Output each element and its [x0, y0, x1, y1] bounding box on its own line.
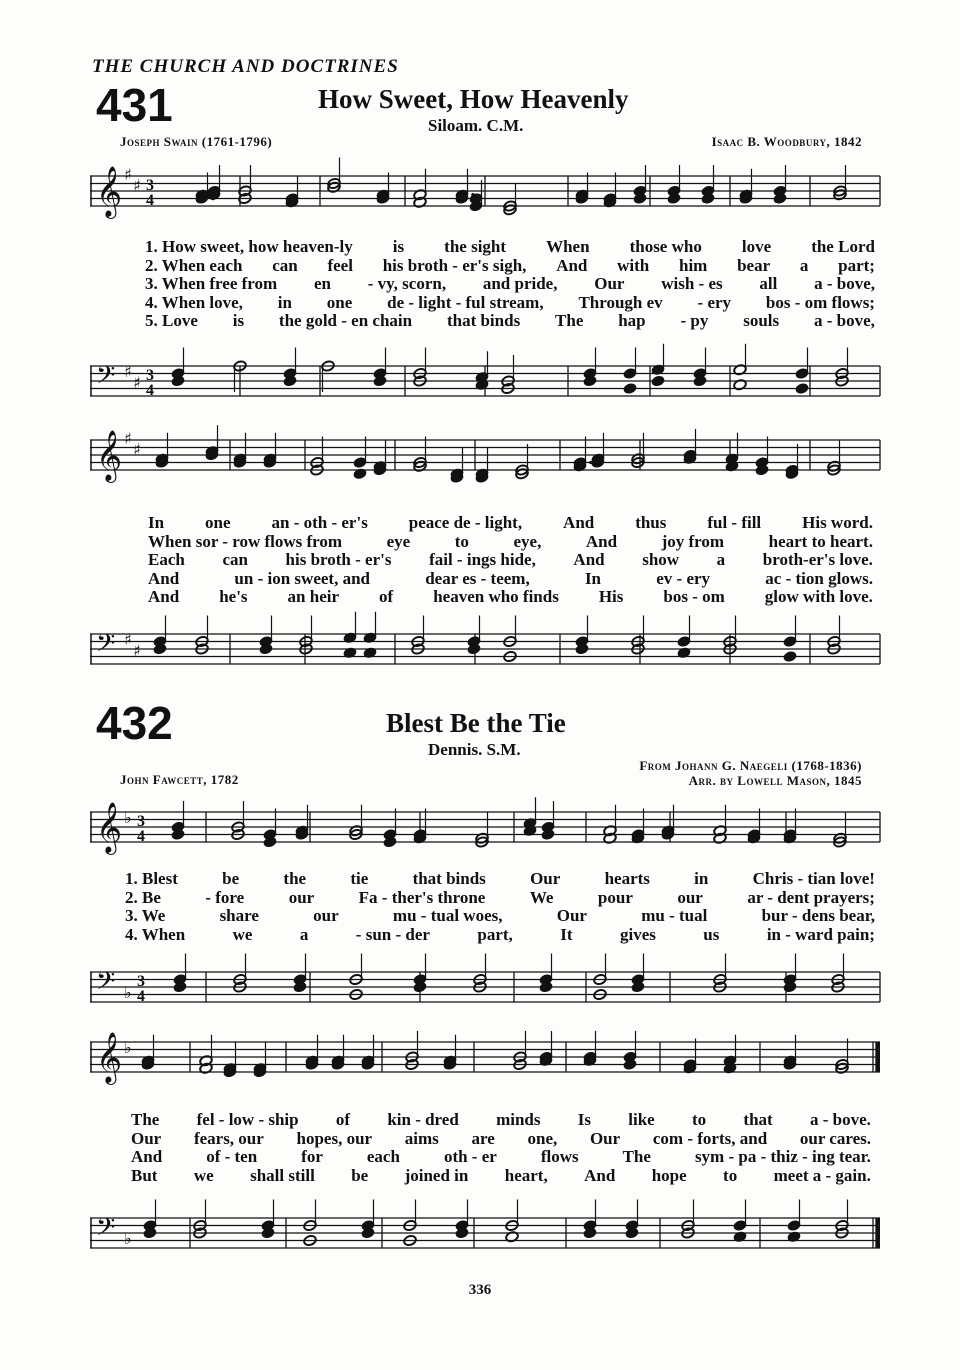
- bass-clef-icon: 𝄢: [96, 1213, 116, 1248]
- lyric-syllable: His word.: [802, 513, 873, 532]
- sharp-icon: ♯: [124, 165, 132, 184]
- lyric-syllable: a - bove,: [814, 274, 875, 293]
- arranger-credit-432: Arr. by Lowell Mason, 1845: [688, 773, 862, 788]
- lyric-line: [125, 870, 875, 889]
- sharp-icon: ♯: [133, 440, 141, 459]
- lyric-syllable: the sight: [444, 237, 507, 256]
- lyric-line: [145, 275, 875, 294]
- treble-staff: [90, 160, 890, 230]
- lyric-syllable: hopes, our: [296, 1128, 373, 1148]
- lyric-syllable: to: [691, 1110, 707, 1129]
- lyric-syllable: hope: [651, 1165, 687, 1185]
- lyric-syllable: like: [628, 1110, 655, 1129]
- lyric-syllable: meet a - gain.: [773, 1165, 871, 1185]
- sharp-icon: ♯: [124, 429, 132, 448]
- lyric-line: [145, 257, 875, 276]
- lyric-syllable: kin - dred: [387, 1110, 459, 1129]
- flat-icon: ♭: [124, 808, 132, 827]
- bass-staff: [90, 1196, 890, 1282]
- lyrics-block: [145, 238, 875, 331]
- lyric-syllable: 4. When: [125, 924, 186, 944]
- lyric-line: [145, 294, 875, 313]
- lyric-syllable: tie: [350, 869, 369, 888]
- lyric-syllable: all: [759, 274, 778, 293]
- bass-clef-icon: 𝄢: [96, 967, 116, 1002]
- lyric-syllable: be: [351, 1165, 369, 1185]
- lyric-line: [125, 889, 875, 908]
- lyric-syllable: And: [131, 1147, 163, 1166]
- lyric-syllable: 2. Be: [125, 887, 161, 907]
- lyric-syllable: eye: [386, 531, 411, 551]
- lyric-syllable: we: [193, 1165, 214, 1185]
- lyrics-block: [148, 514, 873, 607]
- lyric-syllable: he's: [219, 587, 248, 606]
- lyric-syllable: But: [131, 1165, 158, 1185]
- lyric-syllable: heart to heart.: [768, 531, 873, 551]
- lyric-syllable: one: [205, 513, 231, 532]
- lyric-syllable: de - light - ful stream,: [387, 292, 544, 312]
- lyric-syllable: en: [313, 274, 331, 293]
- lyric-syllable: his broth - er's: [285, 550, 392, 569]
- lyric-syllable: of - ten: [206, 1147, 258, 1166]
- lyric-syllable: pour: [597, 887, 633, 907]
- lyric-syllable: The: [622, 1147, 651, 1166]
- lyric-line: [145, 238, 875, 257]
- bass-clef-icon: 𝄢: [96, 629, 116, 664]
- lyric-syllable: com - forts, and: [652, 1128, 768, 1148]
- lyric-syllable: ful - fill: [707, 513, 762, 532]
- time-signature: 4: [146, 192, 154, 209]
- lyric-syllable: we: [232, 924, 253, 944]
- sharp-icon: ♯: [133, 373, 141, 392]
- treble-clef-icon: 𝄞: [96, 802, 123, 853]
- lyric-syllable: - sun - der: [355, 924, 430, 944]
- lyric-syllable: the Lord: [811, 237, 875, 256]
- lyric-syllable: thus: [635, 513, 667, 532]
- lyric-syllable: can: [222, 550, 248, 569]
- lyrics-block: [125, 870, 875, 944]
- lyric-syllable: ac - tion glows.: [765, 568, 873, 588]
- lyric-syllable: heaven who finds: [433, 587, 559, 606]
- sharp-icon: ♯: [124, 362, 132, 381]
- lyric-syllable: bur - dens bear,: [761, 906, 875, 925]
- lyric-syllable: And: [573, 550, 605, 569]
- lyric-syllable: flows: [540, 1147, 579, 1166]
- lyric-line: [131, 1148, 871, 1167]
- lyric-syllable: un - ion sweet, and: [234, 568, 370, 588]
- lyric-syllable: a - bove.: [809, 1110, 871, 1129]
- lyric-syllable: Our: [594, 274, 625, 293]
- flat-icon: ♭: [124, 983, 132, 1002]
- lyric-line: [131, 1111, 871, 1130]
- lyric-syllable: peace de - light,: [408, 513, 523, 532]
- time-signature: 3: [137, 813, 145, 830]
- lyric-syllable: our: [677, 887, 703, 907]
- section-heading: THE CHURCH AND DOCTRINES: [92, 56, 399, 77]
- lyric-syllable: joined in: [404, 1165, 469, 1185]
- lyric-syllable: 4. When love,: [145, 292, 243, 312]
- lyric-syllable: We: [529, 887, 554, 907]
- lyric-syllable: minds: [496, 1110, 541, 1129]
- lyric-syllable: glow with love.: [764, 587, 873, 606]
- hymn-number-431: 431: [96, 79, 173, 131]
- bass-clef-icon: 𝄢: [96, 361, 116, 396]
- lyric-syllable: him: [679, 255, 708, 275]
- lyric-syllable: - ery: [697, 292, 732, 312]
- bass-staff: [90, 610, 890, 690]
- lyric-syllable: in - ward pain;: [766, 924, 875, 944]
- lyric-syllable: our: [288, 887, 315, 907]
- lyric-syllable: shall still: [250, 1165, 315, 1185]
- lyric-syllable: for: [301, 1147, 323, 1166]
- treble-staff: [90, 798, 890, 868]
- lyric-syllable: - vy, scorn,: [367, 274, 447, 293]
- lyric-syllable: show: [642, 550, 680, 569]
- lyric-syllable: Is: [577, 1110, 591, 1129]
- time-signature: 4: [137, 828, 145, 845]
- author-credit-432: John Fawcett, 1782: [120, 772, 239, 787]
- lyric-syllable: be: [222, 869, 240, 888]
- lyric-syllable: oth - er: [443, 1147, 497, 1166]
- lyric-syllable: When: [546, 237, 590, 256]
- lyric-syllable: of: [379, 587, 394, 606]
- lyric-syllable: eye,: [513, 531, 542, 551]
- composer-credit-431: Isaac B. Woodbury, 1842: [711, 134, 862, 149]
- lyric-line: [125, 907, 875, 926]
- time-signature: 4: [137, 988, 145, 1005]
- lyric-line: [148, 514, 873, 533]
- time-signature: 3: [137, 973, 145, 990]
- tune-name-431: Siloam. C.M.: [428, 116, 524, 135]
- lyric-syllable: bear: [737, 255, 771, 275]
- lyric-syllable: Each: [148, 550, 185, 569]
- lyric-syllable: Our: [589, 1128, 621, 1148]
- lyric-syllable: fears, our: [193, 1128, 264, 1148]
- lyric-syllable: his broth - er's sigh,: [382, 255, 527, 275]
- treble-clef-icon: 𝄞: [96, 166, 123, 217]
- time-signature: 3: [146, 367, 154, 384]
- lyric-syllable: sym - pa - thiz - ing tear.: [694, 1147, 871, 1166]
- lyric-syllable: fel - low - ship: [196, 1110, 299, 1129]
- lyric-syllable: ar - dent prayers;: [747, 887, 875, 907]
- sharp-icon: ♯: [124, 630, 132, 649]
- treble-staff: [90, 1028, 890, 1108]
- lyric-syllable: 2. When each: [145, 255, 243, 275]
- lyric-line: [131, 1167, 871, 1186]
- time-signature: 4: [146, 382, 154, 399]
- lyric-syllable: joy from: [661, 531, 725, 551]
- author-credit-431: Joseph Swain (1761-1796): [120, 134, 273, 149]
- lyric-syllable: - fore: [205, 887, 245, 907]
- lyric-syllable: heart,: [504, 1165, 548, 1185]
- lyric-syllable: and pride,: [482, 274, 558, 293]
- lyrics-block: [131, 1111, 871, 1185]
- lyric-syllable: can: [272, 255, 298, 275]
- lyric-syllable: It: [560, 924, 573, 944]
- treble-clef-icon: 𝄞: [96, 1032, 123, 1083]
- lyric-syllable: an - oth - er's: [271, 513, 368, 532]
- sharp-icon: ♯: [133, 641, 141, 660]
- lyric-syllable: The: [131, 1110, 160, 1129]
- lyric-syllable: to: [454, 531, 469, 551]
- hymn-title-431: How Sweet, How Heavenly: [318, 84, 629, 114]
- lyric-syllable: is: [392, 237, 405, 256]
- lyric-syllable: mu - tual: [641, 906, 708, 925]
- lyric-syllable: to: [723, 1165, 738, 1185]
- lyric-syllable: the gold - en chain: [278, 311, 413, 330]
- lyric-syllable: Chris - tian love!: [752, 869, 875, 888]
- lyric-syllable: those who: [629, 237, 702, 256]
- lyric-syllable: And: [148, 568, 180, 588]
- lyric-syllable: Our: [530, 869, 561, 888]
- lyric-syllable: dear es - teem,: [425, 568, 530, 588]
- lyric-syllable: In: [148, 513, 165, 532]
- lyric-syllable: bos - om flows;: [765, 292, 875, 312]
- bass-staff: [90, 948, 890, 1028]
- lyric-syllable: 5. Love: [145, 311, 198, 330]
- bass-staff: [90, 338, 890, 428]
- lyric-syllable: that binds: [412, 869, 486, 888]
- lyric-syllable: a: [716, 550, 726, 569]
- lyric-syllable: our cares.: [799, 1128, 871, 1148]
- treble-clef-icon: 𝄞: [96, 430, 123, 481]
- lyric-syllable: And: [563, 513, 595, 532]
- lyric-syllable: love: [741, 237, 772, 256]
- composer-credit-432: From Johann G. Naegeli (1768-1836): [639, 758, 862, 773]
- lyric-syllable: - py: [680, 311, 709, 330]
- lyric-line: [148, 588, 873, 607]
- flat-icon: ♭: [124, 1229, 132, 1248]
- lyric-line: [148, 570, 873, 589]
- lyric-syllable: an heir: [287, 587, 340, 606]
- lyric-syllable: 3. We: [125, 906, 166, 925]
- lyric-syllable: a: [799, 255, 809, 275]
- lyric-syllable: each: [366, 1147, 400, 1166]
- lyric-syllable: part,: [477, 924, 513, 944]
- lyric-syllable: bos - om: [663, 587, 725, 606]
- lyric-syllable: Our: [131, 1128, 162, 1148]
- lyric-syllable: us: [703, 924, 720, 944]
- lyric-syllable: a: [299, 924, 309, 944]
- lyric-syllable: aims: [404, 1128, 439, 1148]
- lyric-syllable: The: [555, 311, 584, 330]
- lyric-syllable: Our: [556, 906, 587, 925]
- sharp-icon: ♯: [133, 176, 141, 195]
- lyric-syllable: hearts: [604, 869, 650, 888]
- lyric-syllable: And: [556, 255, 588, 275]
- hymn-title-432: Blest Be the Tie: [386, 708, 566, 738]
- lyric-syllable: mu - tual woes,: [392, 906, 503, 925]
- lyric-line: [125, 926, 875, 945]
- lyric-line: [148, 533, 873, 552]
- hymn-number-432: 432: [96, 697, 173, 749]
- lyric-syllable: fail - ings hide,: [429, 550, 536, 569]
- treble-staff: [90, 428, 890, 508]
- lyric-syllable: that: [743, 1110, 773, 1129]
- lyric-line: [148, 551, 873, 570]
- lyric-syllable: 3. When free from: [145, 274, 278, 293]
- lyric-syllable: When sor - row flows from: [148, 531, 343, 551]
- lyric-syllable: Through ev: [578, 292, 663, 312]
- flat-icon: ♭: [124, 1038, 132, 1057]
- lyric-syllable: of: [335, 1110, 351, 1129]
- lyric-syllable: one,: [527, 1128, 558, 1148]
- lyric-syllable: one: [326, 292, 353, 312]
- lyric-syllable: our: [313, 906, 339, 925]
- lyric-syllable: with: [617, 255, 650, 275]
- lyric-syllable: In: [584, 568, 602, 588]
- tune-name-432: Dennis. S.M.: [428, 740, 521, 759]
- lyric-syllable: part;: [838, 255, 875, 275]
- lyric-syllable: souls: [743, 311, 780, 330]
- lyric-syllable: is: [232, 311, 245, 330]
- lyric-syllable: a - bove,: [813, 311, 875, 330]
- lyric-syllable: in: [277, 292, 292, 312]
- lyric-line: [145, 312, 875, 331]
- lyric-syllable: wish - es: [661, 274, 723, 293]
- lyric-syllable: share: [219, 906, 259, 925]
- lyric-syllable: the: [283, 869, 307, 888]
- page-number: 336: [468, 1282, 492, 1298]
- lyric-syllable: And: [585, 531, 618, 551]
- lyric-syllable: ev - ery: [656, 568, 711, 588]
- lyric-syllable: And: [584, 1165, 616, 1185]
- lyric-syllable: Fa - ther's throne: [358, 887, 486, 907]
- lyric-syllable: that binds: [446, 311, 521, 330]
- lyric-syllable: His: [598, 587, 624, 606]
- lyric-syllable: in: [694, 869, 709, 888]
- lyric-line: [131, 1130, 871, 1149]
- lyric-syllable: 1. How sweet, how heaven-ly: [145, 237, 353, 256]
- lyric-syllable: are: [471, 1128, 495, 1148]
- lyric-syllable: hap: [618, 311, 646, 330]
- lyric-syllable: gives: [619, 924, 656, 944]
- lyric-syllable: broth-er's love.: [762, 550, 873, 569]
- time-signature: 3: [146, 177, 154, 194]
- lyric-syllable: 1. Blest: [125, 869, 178, 888]
- lyric-syllable: feel: [327, 255, 353, 275]
- lyric-syllable: And: [148, 587, 180, 606]
